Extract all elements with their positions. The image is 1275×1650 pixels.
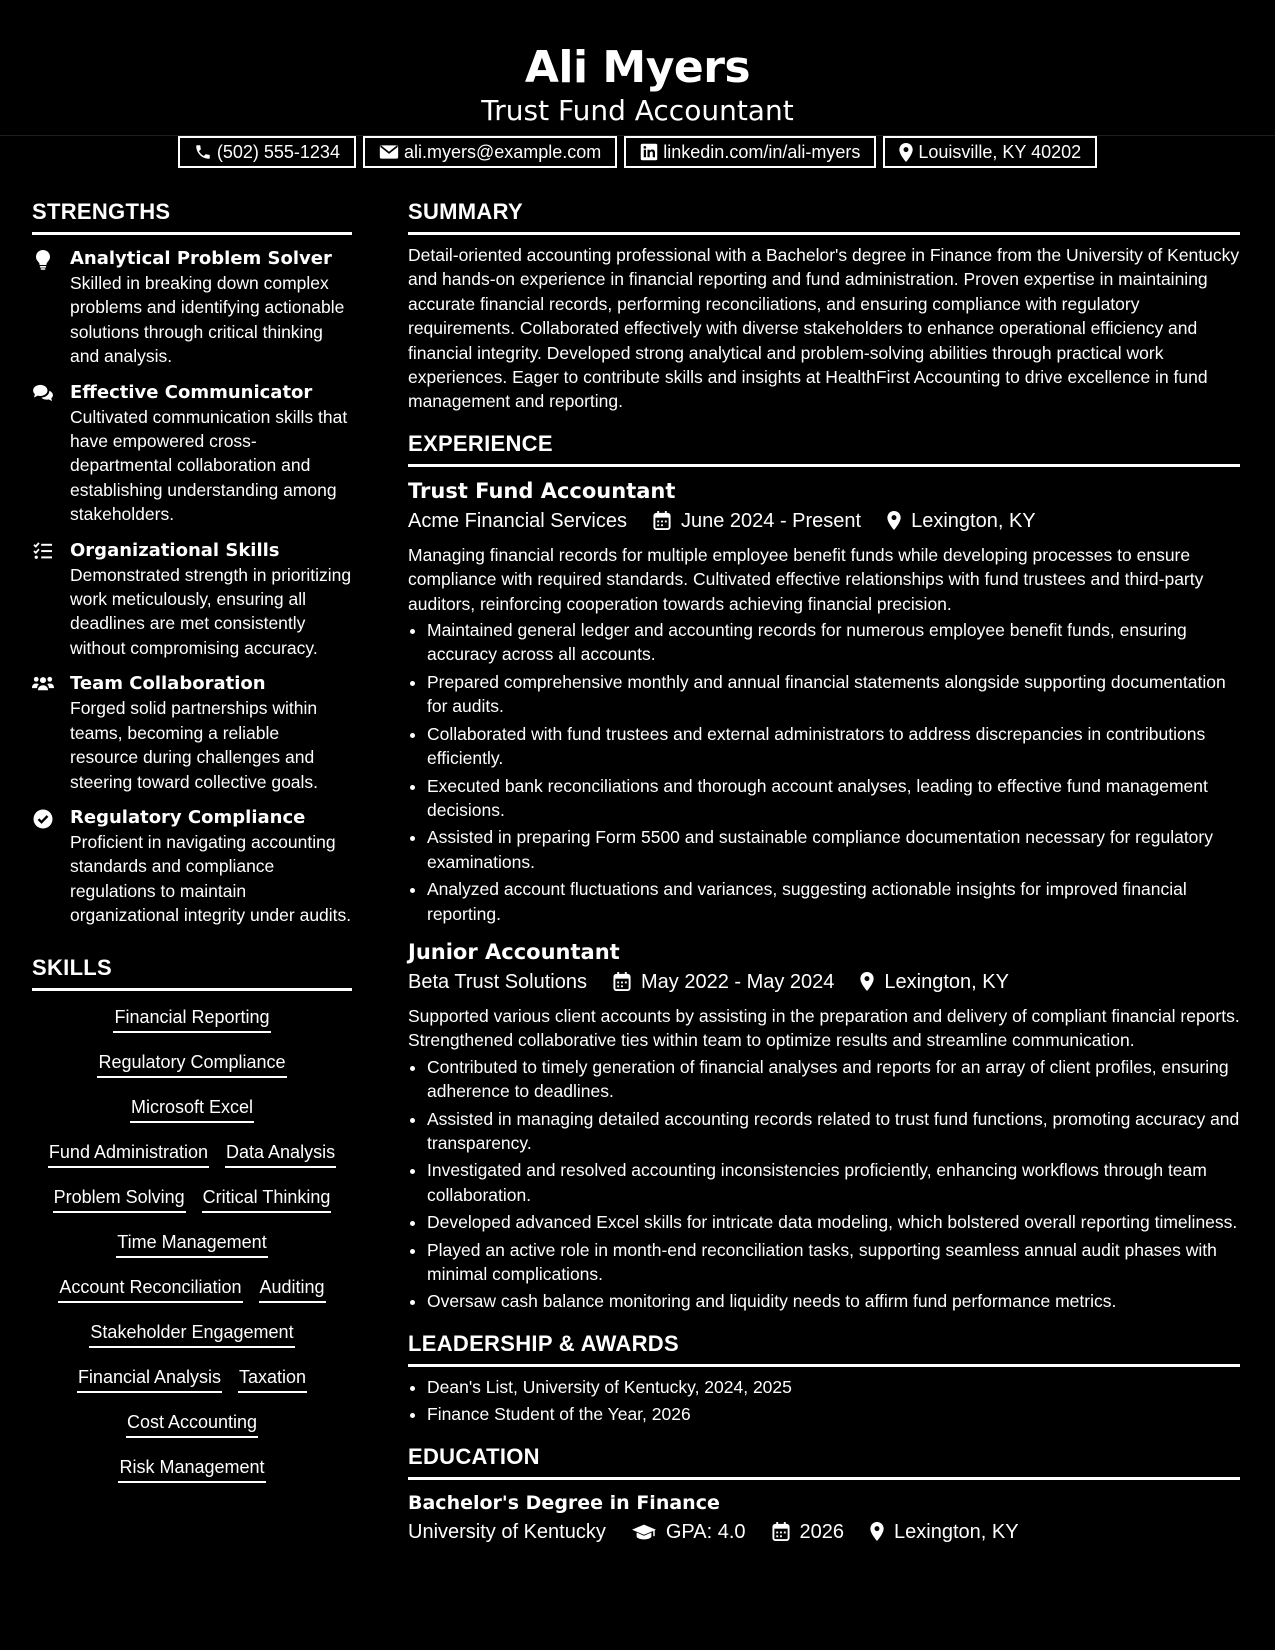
map-pin-icon [860, 972, 874, 991]
job-meta [408, 968, 1240, 996]
job-bullet: • Played an active role in month-end reconciliation tasks, supporting seamless annual audit phases with minimal complications. [427, 1238, 1240, 1287]
skill-tag: Financial Reporting [113, 1005, 270, 1033]
contact-location[interactable] [883, 136, 1097, 168]
skill-tag: Data Analysis [225, 1140, 336, 1168]
users-icon [32, 672, 54, 794]
job-bullet: • Investigated and resolved accounting inconsistencies proficiently, enhancing workflows through team collaboration. [427, 1158, 1240, 1207]
strength-desc: Skilled in breaking down complex problems and identifying actionable solutions through critical thinking and analysis. [70, 273, 345, 367]
skill-tag: Stakeholder Engagement [89, 1320, 294, 1348]
job-bullet: • Analyzed account fluctuations and variances, suggesting actionable insights for improved financial reporting. [427, 877, 1240, 926]
job-bullets [408, 618, 1240, 926]
job-company: Acme Financial Services [408, 509, 627, 532]
award-item: • Finance Student of the Year, 2026 [427, 1402, 1240, 1426]
phone-icon [194, 143, 212, 161]
skill-row [113, 1005, 270, 1033]
strength-title: Organizational Skills [70, 539, 280, 561]
skill-row [126, 1410, 258, 1438]
linkedin-text: linkedin.com/in/ali-myers [663, 142, 861, 162]
job-bullet: • Contributed to timely generation of financial analyses and reports for an array of client profiles, ensuring adherence to deadlines. [427, 1055, 1240, 1104]
award-item: • Dean's List, University of Kentucky, 2024, 2025 [427, 1375, 1240, 1399]
strength-title: Team Collaboration [70, 673, 266, 695]
school-location: Lexington, KY [894, 1520, 1019, 1543]
job-title: Junior Accountant [408, 939, 620, 964]
calendar-icon [613, 972, 631, 991]
job-bullets [408, 1055, 1240, 1314]
envelope-icon [379, 144, 399, 160]
skill-tag: Microsoft Excel [130, 1095, 254, 1123]
contact-bar [0, 136, 1275, 168]
contact-phone[interactable] [178, 136, 356, 168]
skill-tag: Account Reconciliation [58, 1275, 242, 1303]
skill-tag: Risk Management [118, 1455, 265, 1483]
location-text: Louisville, KY 40202 [918, 142, 1082, 162]
calendar-icon [772, 1522, 790, 1541]
job-entry [408, 477, 1240, 926]
summary-heading: SUMMARY [408, 198, 1240, 235]
job-bullet: • Executed bank reconciliations and thorough account analyses, leading to effective fund management decisions. [427, 774, 1240, 823]
candidate-name: Ali Myers [524, 42, 751, 93]
job-bullet: • Assisted in preparing Form 5500 and sustainable compliance documentation necessary for regulatory examinations. [427, 825, 1240, 874]
skill-row [77, 1365, 307, 1393]
skill-row [53, 1185, 332, 1213]
skill-tag: Regulatory Compliance [97, 1050, 286, 1078]
skill-row [130, 1095, 254, 1123]
awards-heading: LEADERSHIP & AWARDS [408, 1330, 1240, 1367]
contact-email[interactable] [363, 136, 617, 168]
checklist-icon [32, 539, 54, 661]
strength-item [32, 672, 352, 794]
job-dates: May 2022 - May 2024 [640, 970, 835, 993]
strength-item [32, 539, 352, 661]
contact-linkedin[interactable] [624, 136, 876, 168]
right-column [408, 198, 1240, 1546]
job-bullet: • Assisted in managing detailed accounting records related to trust fund functions, promoting accuracy and transparency. [427, 1107, 1240, 1156]
strength-desc: Proficient in navigating accounting standards and compliance regulations to maintain organizational integrity under audits. [70, 831, 352, 926]
job-bullet: • Oversaw cash balance monitoring and liquidity needs to affirm fund performance metrics. [427, 1289, 1240, 1313]
skill-tag: Taxation [238, 1365, 307, 1393]
job-entry [408, 938, 1240, 1314]
skill-row [58, 1275, 325, 1303]
skill-tag: Fund Administration [48, 1140, 209, 1168]
job-description: Supported various client accounts by assisting in the preparation and delivery of compliant financial reports. Strengthened collaborative ties within team to optimize results and streamline communication. [408, 1005, 1240, 1051]
job-bullet: • Developed advanced Excel skills for intricate data modeling, which bolstered overall reporting timeliness. [427, 1210, 1240, 1234]
strength-title: Effective Communicator [70, 381, 313, 403]
job-bullet: • Maintained general ledger and accounting records for numerous employee benefit funds, ensuring accuracy across all accounts. [427, 618, 1240, 667]
skill-row [48, 1140, 336, 1168]
strengths-heading: STRENGTHS [32, 198, 352, 235]
skill-tag: Financial Analysis [77, 1365, 222, 1393]
phone-text: (502) 555-1234 [216, 142, 340, 162]
skills-list [32, 1005, 352, 1483]
job-meta [408, 507, 1240, 535]
graduation-cap-icon [632, 1523, 656, 1541]
skill-tag: Time Management [116, 1230, 267, 1258]
job-location: Lexington, KY [884, 970, 1009, 993]
job-description: Managing financial records for multiple employee benefit funds while developing processes to ensure compliance with required standards. Cultivated effective relationships with fund trustees and third-party auditors, reinforcing cooperation towards achieving financial precision. [408, 544, 1204, 614]
strength-title: Analytical Problem Solver [70, 248, 332, 269]
school-name: University of Kentucky [408, 1520, 606, 1543]
job-dates: June 2024 - Present [680, 509, 862, 532]
job-title: Trust Fund Accountant [408, 478, 676, 503]
map-pin-icon [870, 1522, 884, 1541]
strength-title: Regulatory Compliance [70, 806, 306, 828]
check-circle-icon [32, 806, 54, 928]
skill-row [89, 1320, 294, 1348]
email-text: ali.myers@example.com [403, 142, 602, 162]
skills-heading: SKILLS [32, 954, 352, 991]
strength-item [32, 806, 352, 928]
education-heading: EDUCATION [408, 1443, 1240, 1480]
skill-row [97, 1050, 286, 1078]
job-location: Lexington, KY [911, 509, 1036, 532]
skill-tag: Critical Thinking [202, 1185, 332, 1213]
skill-tag: Cost Accounting [126, 1410, 258, 1438]
job-bullet: • Prepared comprehensive monthly and annual financial statements alongside supporting documentation for audits. [427, 670, 1240, 719]
gpa-text: GPA: 4.0 [665, 1520, 746, 1543]
strength-item [32, 247, 352, 369]
linkedin-icon [640, 143, 658, 161]
map-pin-icon [887, 511, 901, 530]
resume-header [0, 0, 1275, 162]
skill-row [118, 1455, 265, 1483]
summary-text: Detail-oriented accounting professional with a Bachelor's degree in Finance from the University of Kentucky and hands-on experience in financial reporting and fund administration. Proven expertise in maintaining accurate financial records, performing reconciliations, and ensuring compliance with regulatory requirements. Collaborated effectively with diverse stakeholders to enhance operational efficiency and financial integrity. Developed strong analytical and problem-solving abilities through practical work experiences. Eager to contribute skills and insights at HealthFirst Accounting to drive excellence in fund management and reporting. [408, 245, 1240, 412]
experience-heading: EXPERIENCE [408, 430, 1240, 467]
strength-desc: Demonstrated strength in prioritizing work meticulously, ensuring all deadlines are met consistently without compromising accuracy. [70, 564, 352, 658]
skill-tag: Problem Solving [53, 1185, 186, 1213]
calendar-icon [653, 511, 671, 530]
lightbulb-icon [32, 247, 54, 369]
graduation-year: 2026 [799, 1520, 845, 1543]
strength-item [32, 381, 352, 527]
skill-tag: Auditing [259, 1275, 326, 1303]
job-company: Beta Trust Solutions [408, 970, 587, 993]
strength-desc: Forged solid partnerships within teams, becoming a reliable resource during challenges and steering toward collective goals. [70, 698, 319, 792]
skill-row [116, 1230, 267, 1258]
chat-icon [32, 381, 54, 527]
left-column [32, 198, 352, 1483]
awards-list [408, 1375, 1240, 1427]
strength-desc: Cultivated communication skills that have empowered cross-departmental collaboration and establishing understanding among stakeholders. [70, 406, 348, 525]
education-meta [408, 1518, 1240, 1546]
job-bullet: • Collaborated with fund trustees and external administrators to address discrepancies in contributions efficiently. [427, 722, 1240, 771]
degree-title: Bachelor's Degree in Finance [408, 1491, 720, 1514]
map-pin-icon [899, 143, 913, 162]
candidate-role: Trust Fund Accountant [481, 94, 794, 127]
